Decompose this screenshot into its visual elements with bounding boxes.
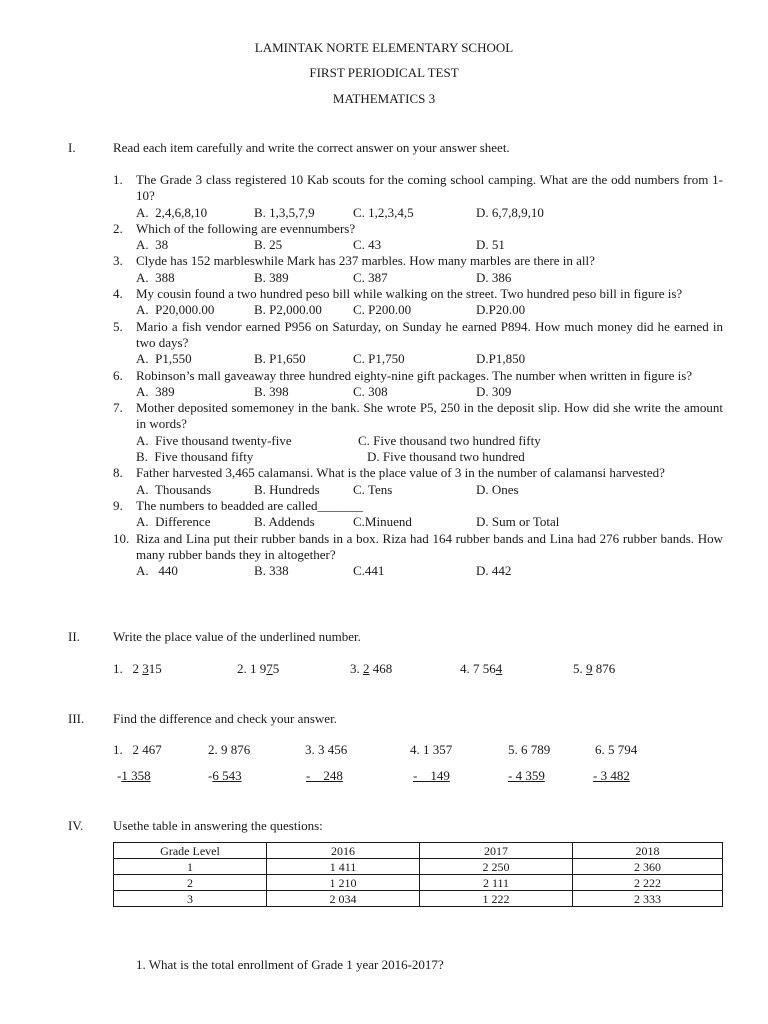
question-item: [113, 368, 723, 401]
part3-instruction: Find the difference and check your answer.: [113, 711, 337, 726]
question-number: 1.: [113, 172, 123, 187]
part1-instruction: Read each item carefully and write the correct answer on your answer sheet.: [113, 140, 510, 155]
answer-choice: C. 1,2,3,4,5: [353, 204, 414, 220]
table-cell: 1: [114, 859, 267, 875]
subject-title: MATHEMATICS 3: [332, 91, 436, 106]
place-value-item: [113, 661, 162, 677]
table-header-cell: 2016: [267, 843, 420, 859]
question-text: Mother deposited somemoney in the bank. She wrote P5, 250 in the deposit slip. How did she write the amount in words?: [136, 400, 723, 432]
answer-choice: A. 38: [136, 237, 169, 253]
place-value-item: [573, 661, 615, 677]
subtrahend: [413, 768, 450, 784]
enrollment-table: [113, 842, 723, 907]
answer-choice: C. Five thousand two hundred fifty: [358, 432, 541, 448]
subtrahend: [208, 768, 242, 784]
question-item: [113, 498, 723, 531]
answer-choice: C.Minuend: [353, 514, 412, 530]
answer-choice: B. 1,3,5,7,9: [254, 204, 315, 220]
answer-choice: D. Ones: [476, 481, 519, 497]
answer-choice: B. 338: [254, 563, 289, 579]
test-title: FIRST PERIODICAL TEST: [309, 65, 459, 80]
minuend: 6. 5 794: [595, 742, 638, 757]
question-number: 2.: [113, 220, 123, 236]
subtrahend-value: - 4 359: [508, 768, 545, 783]
place-value-item: [460, 661, 502, 677]
table-cell: 1 411: [267, 859, 420, 875]
underlined-digit: 2: [363, 661, 370, 676]
answer-choice: C. P1,750: [353, 351, 405, 367]
question-number: 6.: [113, 367, 123, 383]
part2-instruction: Write the place value of the underlined number.: [113, 629, 361, 644]
part1-numeral: I.: [68, 140, 76, 155]
answer-choice: D. Five thousand two hundred: [367, 449, 525, 465]
question-item: [113, 531, 723, 580]
table-cell: 2 250: [420, 859, 573, 875]
question-item: [113, 172, 723, 221]
number-part: 2. 1 9: [237, 661, 267, 676]
table-cell: 2: [114, 875, 267, 891]
subtrahend: [508, 768, 545, 784]
minus-sign: -: [117, 768, 122, 783]
question-text: Clyde has 152 marbleswhile Mark has 237 marbles. How many marbles are there in all?: [136, 253, 595, 269]
answer-choice: D. Sum or Total: [476, 514, 560, 530]
part4-numeral: IV.: [68, 818, 84, 833]
number-part: 5: [272, 661, 280, 676]
question-item: [113, 400, 723, 465]
answer-choice: C. 387: [353, 269, 388, 285]
minuend: 2. 9 876: [208, 742, 251, 757]
question-list: [113, 172, 723, 579]
table-cell: 2 034: [267, 891, 420, 907]
answer-choice: D. 442: [476, 563, 512, 579]
table-cell: 3: [114, 891, 267, 907]
answer-choice: B. 389: [254, 269, 289, 285]
question-number: 7.: [113, 400, 123, 416]
number-part: 1. 2: [113, 661, 143, 676]
subtrahend: [306, 768, 343, 784]
answer-choice: A. Difference: [136, 514, 211, 530]
part3-numeral: III.: [68, 711, 85, 726]
question-text: Mario a fish vendor earned P956 on Saturday, on Sunday he earned P894. How much money did he earned in two days?: [136, 318, 723, 350]
answer-choice: B. 398: [254, 383, 289, 399]
question-text: The numbers to beadded are called_______: [136, 497, 364, 513]
part4-instruction: Usethe table in answering the questions:: [113, 818, 323, 833]
answer-choice: D. 51: [476, 237, 505, 253]
table-row: [114, 891, 723, 907]
minuend: 5. 6 789: [508, 742, 551, 757]
place-value-item: [237, 661, 279, 677]
answer-choice: C. P200.00: [353, 302, 412, 318]
question-item: [113, 253, 723, 286]
question-text: The Grade 3 class registered 10 Kab scouts for the coming school camping. What are the odd numbers from 1-10?: [136, 172, 723, 204]
answer-choice: B. 25: [254, 237, 283, 253]
school-name: LAMINTAK NORTE ELEMENTARY SCHOOL: [254, 40, 514, 55]
answer-choice: C. 308: [353, 383, 388, 399]
answer-choice: D. 309: [476, 383, 512, 399]
answer-choice: B. P1,650: [254, 351, 306, 367]
underlined-digit: 7: [266, 661, 273, 676]
answer-choice: B. P2,000.00: [254, 302, 322, 318]
table-cell: 2 333: [573, 891, 723, 907]
answer-choice: B. Addends: [254, 514, 315, 530]
question-number: 4.: [113, 286, 123, 302]
place-value-item: [350, 661, 392, 677]
answer-choice: D. 6,7,8,9,10: [476, 204, 544, 220]
question-text: Father harvested 3,465 calamansi. What is the place value of 3 in the number of calamansi harvested?: [136, 465, 665, 481]
answer-choice: D.P20.00: [476, 302, 526, 318]
table-row: [114, 859, 723, 875]
subtrahend-value: - 248: [306, 768, 343, 783]
subtrahend: [593, 768, 630, 784]
answer-choice: C.441: [353, 563, 385, 579]
answer-choice: A. P20,000.00: [136, 302, 215, 318]
answer-choice: B. Hundreds: [254, 481, 320, 497]
number-part: 3.: [350, 661, 363, 676]
underlined-digit: 3: [142, 661, 149, 676]
table-cell: 2 360: [573, 859, 723, 875]
number-part: 4. 7 56: [460, 661, 496, 676]
table-header-cell: 2017: [420, 843, 573, 859]
answer-choice: C. 43: [353, 237, 382, 253]
question-number: 9.: [113, 497, 123, 513]
answer-choice: B. Five thousand fifty: [136, 449, 254, 465]
underlined-digit: 9: [586, 661, 593, 676]
table-cell: 2 111: [420, 875, 573, 891]
answer-choice: D. 386: [476, 269, 512, 285]
answer-choice: A. 2,4,6,8,10: [136, 204, 208, 220]
number-part: 15: [148, 661, 162, 676]
minuend: 3. 3 456: [305, 742, 348, 757]
table-header-cell: Grade Level: [114, 843, 267, 859]
subtrahend-value: - 149: [413, 768, 450, 783]
answer-choice: A. 388: [136, 269, 175, 285]
table-header-row: [114, 843, 723, 859]
answer-choice: A. P1,550: [136, 351, 192, 367]
table-row: [114, 875, 723, 891]
number-part: 468: [369, 661, 393, 676]
question-item: [113, 319, 723, 368]
number-part: 876: [592, 661, 616, 676]
subtrahend-value: 6 543: [212, 768, 242, 783]
part2-numeral: II.: [68, 629, 80, 644]
minuend: 1. 2 467: [113, 742, 162, 757]
question-number: 8.: [113, 465, 123, 481]
subtrahend: [117, 768, 151, 784]
question-text: My cousin found a two hundred peso bill while walking on the street. Two hundred peso bill in figure is?: [136, 286, 683, 302]
answer-choice: C. Tens: [353, 481, 393, 497]
table-cell: 2 222: [573, 875, 723, 891]
answer-choice: A. Thousands: [136, 481, 212, 497]
answer-choice: A. Five thousand twenty-five: [136, 432, 292, 448]
question-number: 3.: [113, 253, 123, 269]
question-number: 10.: [113, 530, 130, 546]
question-text: Riza and Lina put their rubber bands in a box. Riza had 164 rubber bands and Lina had 276 rubber bands. How many rubber bands they in altogether?: [136, 530, 723, 562]
table-header-cell: 2018: [573, 843, 723, 859]
underlined-digit: 4: [495, 661, 503, 676]
question-item: [113, 286, 723, 319]
question-number: 5.: [113, 318, 123, 334]
answer-choice: D.P1,850: [476, 351, 526, 367]
minus-sign: -: [208, 768, 213, 783]
table-question: 1. What is the total enrollment of Grade 1 year 2016-2017?: [136, 957, 444, 972]
subtrahend-value: 1 358: [121, 768, 151, 783]
table-cell: 1 210: [267, 875, 420, 891]
answer-choice: A. 440: [136, 563, 178, 579]
question-text: Robinson’s mall gaveaway three hundred eighty-nine gift packages. The number when written in figure is?: [136, 367, 693, 383]
question-text: Which of the following are evennumbers?: [136, 220, 356, 236]
answer-choice: A. 389: [136, 383, 175, 399]
minuend: 4. 1 357: [410, 742, 453, 757]
number-part: 5.: [573, 661, 586, 676]
table-cell: 1 222: [420, 891, 573, 907]
question-item: [113, 221, 723, 254]
subtrahend-value: - 3 482: [593, 768, 630, 783]
question-item: [113, 465, 723, 498]
